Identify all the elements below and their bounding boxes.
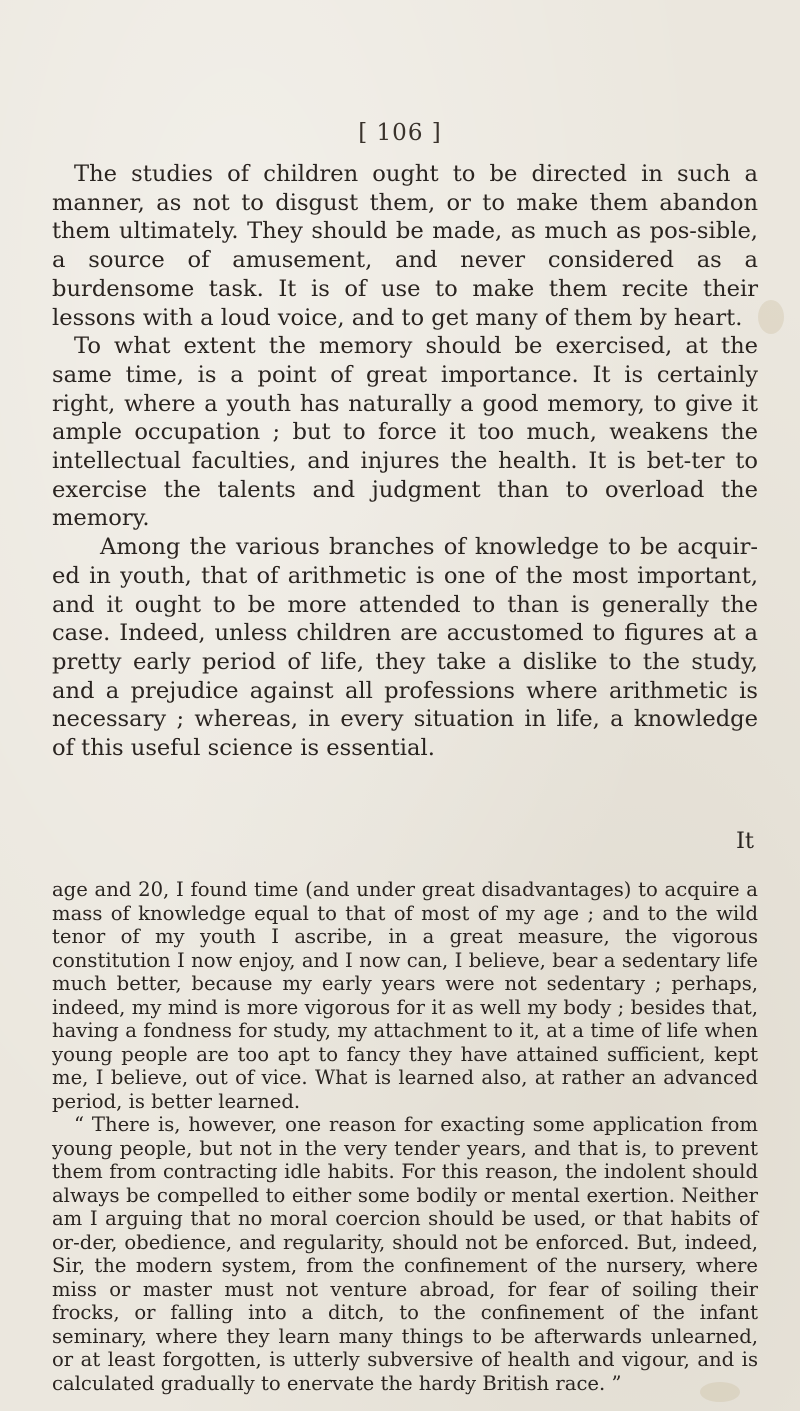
lower-text-block	[52, 878, 758, 1395]
paragraph: To what extent the memory should be exercised, at the same time, is a point of great importance. It is certainly right, where a youth has naturally a good memory, to give it ample occupation ; but to force it too much, weakens the intellectual faculties, and injures the health. It is bet-ter to exercise the talents and judgment than to overload the memory.	[52, 333, 758, 532]
paragraph: age and 20, I found time (and under great disadvantages) to acquire a mass of knowledge equal to that of most of my age ; and to the wild tenor of my youth I ascribe, in a great measure, the vigorous constitution I now enjoy, and I now can, I believe, bear a sedentary life much better, because my early years were not sedentary ; perhaps, indeed, my mind is more vigorous for it as well my body ; besides that, having a fondness for study, my attachment to it, at a time of life when young people are too apt to fancy they have attained sufficient, kept me, I believe, out of vice. What is learned also, at rather an advanced period, is better learned.	[52, 878, 758, 1113]
page-number: [ 106 ]	[358, 120, 442, 146]
paragraph: The studies of children ought to be directed in such a manner, as not to disgust them, or to make them abandon them ultimately. They should be made, as much as pos-sible, a source of amusement, and never considered as a burdensome task. It is of use to make them recite their lessons with a loud voice, and to get many of them by heart.	[52, 161, 758, 331]
paper-stain	[758, 300, 784, 334]
catchword: It	[736, 828, 755, 854]
paragraph: Among the various branches of knowledge to be acquir-ed in youth, that of arithmetic is one of the most important, and it ought to be more attended to than is generally the case. Indeed, unless children are accustomed to figures at a pretty early period of life, they take a dislike to the study, and a prejudice against all professions where arithmetic is necessary ; whereas, in every situation in life, a knowledge of this useful science is essential.	[52, 534, 758, 762]
upper-text-block	[52, 160, 758, 763]
paragraph: “ There is, however, one reason for exacting some application from young people, but not in the very tender years, and that is, to prevent them from contracting idle habits. For this reason, the indolent should always be compelled to either some bodily or mental exertion. Neither am I arguing that no moral coercion should be used, or that habits of or-der, obedience, and regularity, should not be enforced. But, indeed, Sir, the modern system, from the confinement of the nursery, where miss or master must not venture abroad, for fear of soiling their frocks, or falling into a ditch, to the confinement of the infant seminary, where they learn many things to be afterwards unlearned, or at least forgotten, is utterly subversive of health and vigour, and is calculated gradually to enervate the hardy British race. ”	[52, 1113, 758, 1395]
